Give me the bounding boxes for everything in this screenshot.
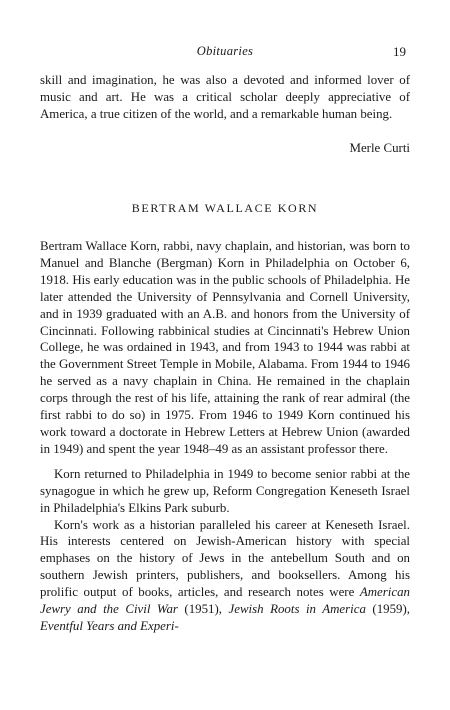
running-head [40,44,410,62]
obituary-paragraph-3 [40,517,410,635]
obituary-paragraph-1: Bertram Wallace Korn, rabbi, navy chaplain, and historian, was born to Manuel and Blanche (Bergman) Korn in Philadelphia on October 6, 1918. His early education was in the public schools of Philadelphia. He later attended the University of Pennsylvania and Cornell University, and in 1939 graduated with an A.B. and honors from the University of Cincinnati. Following rabbinical studies at Cincinnati's Hebrew Union College, he was ordained in 1943, and from 1943 to 1944 was rabbi at the Government Street Temple in Mobile, Alabama. From 1944 to 1946 he served as a navy chaplain in China. He remained in the chaplain corps through the rest of his life, attaining the rank of rear admiral (the first rabbi to do so) in 1975. From 1946 to 1949 Korn continued his work toward a doctorate in Hebrew Letters at Hebrew Union (awarded in 1949) and spent the year 1948–49 as an assistant professor there. [40,239,410,456]
book-title-civil-war: American Jewry and the Civil War [40,585,410,617]
paragraph-3-text-middle-2: (1959), [365,602,411,617]
page-number: 19 [393,44,406,59]
running-head-title: Obituaries [196,44,254,58]
obituary-heading: BERTRAM WALLACE KORN [131,201,319,215]
paragraph-3-text-before: Korn's work as a historian paralleled his career at Keneseth Israel. His interests centered on Jewish-American history with special emphases on the history of Jews in the antebellum South and on southern Jewish printers, publishers, and booksellers. Among his prolific output of books, articles, and research notes were [40,517,410,600]
book-title-jewish-roots: Jewish Roots in America [228,602,366,617]
book-title-eventful-years: Eventful Years and Experi- [40,618,179,633]
previous-obituary-closing [40,72,410,123]
author-signature: Merle Curti [349,141,410,155]
paragraph-gap [40,458,410,466]
obituary-body [40,238,410,635]
obituary-paragraph-2: Korn returned to Philadelphia in 1949 to become senior rabbi at the synagogue in which he grew up, Reform Congregation Keneseth Israel in Philadelphia's Elkins Park suburb. [40,466,410,515]
previous-obituary-closing-text: skill and imagination, he was also a devoted and informed lover of music and art. He was a critical scholar deeply appreciative of America, a true citizen of the world, and a remarkable human being. [40,73,410,121]
paragraph-3-text-middle: (1951), [177,602,229,617]
